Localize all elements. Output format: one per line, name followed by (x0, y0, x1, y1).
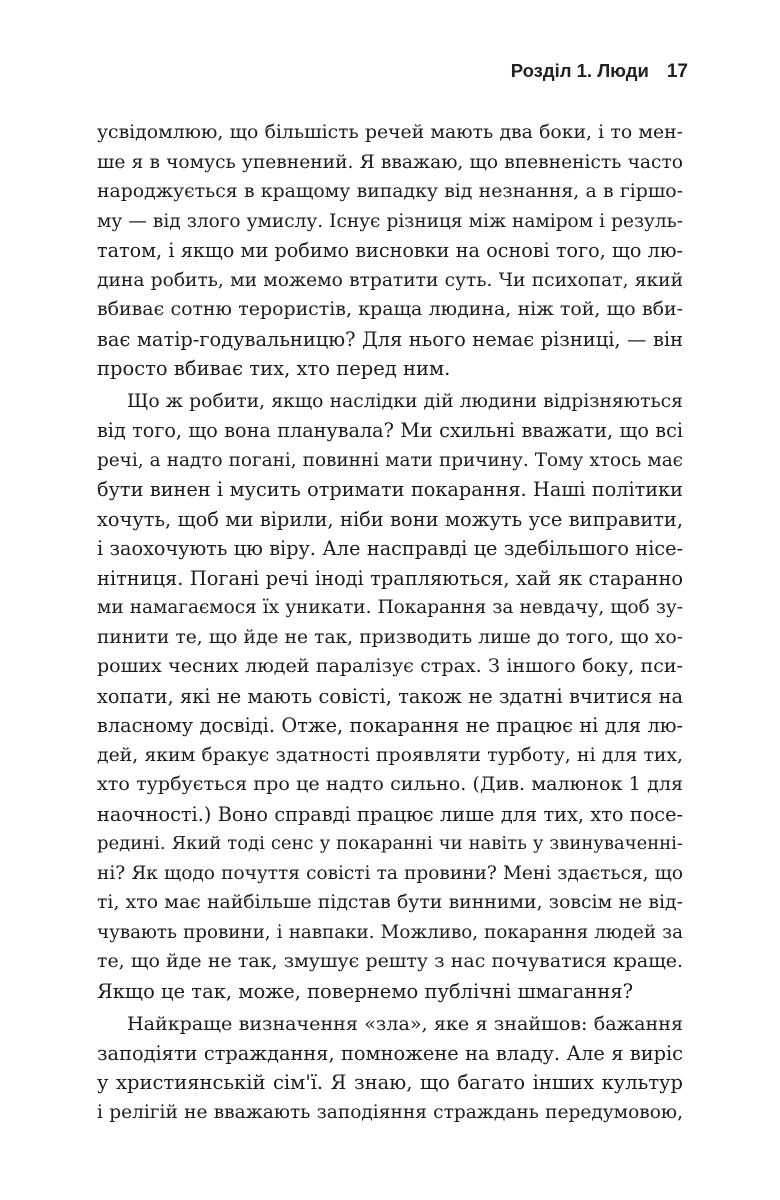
text-line: дина робить, ми можемо втратити суть. Чи психопат, який (97, 269, 683, 291)
text-line: хопати, які не мають совісті, також не здатні вчитися на (97, 684, 683, 708)
text-line: хочуть, щоб ми вірили, ніби вони можуть усе виправити, (97, 507, 683, 531)
text-line: хто турбується про це надто сильно. (Див. малюнок 1 для (97, 773, 683, 795)
text-line: і заохочують цю віру. Але насправді це здебільшого нісе- (97, 537, 683, 560)
text-line: Що ж робити, якщо наслідки дій людини відрізняються (127, 390, 683, 412)
text-line: нітниця. Погані речі іноді трапляються, хай як старанно (97, 566, 683, 590)
text-line: заподіяти страждання, помножене на владу. Але я виріс (97, 1041, 683, 1065)
text-line: народжується в кращому випадку від незнання, а в гіршо- (97, 181, 683, 202)
text-line: бути винен і мусить отримати покарання. Наші політики (97, 478, 683, 501)
text-line: ми намагаємося їх уникати. Покарання за невдачу, щоб зу- (97, 597, 683, 618)
text-line: те, що йде не так, змушує решту з нас почуватися краще. (97, 950, 683, 972)
text-line: ті, хто має найбільше підстав бути винними, зовсім не від- (97, 892, 683, 913)
text-line: Якщо це так, може, повернемо публічні шмагання? (97, 979, 634, 1003)
running-header (511, 60, 688, 83)
text-line: наочності.) Воно справді працює лише для тих, хто посе- (97, 802, 683, 826)
running-title: Розділ 1. Люди (510, 60, 649, 81)
text-line: ває матір-годувальницю? Для нього немає різниці, — він (97, 327, 683, 351)
text-line: Найкраще визначення «зла», яке я знайшов: бажання (127, 1012, 683, 1035)
paragraph (97, 1009, 683, 1127)
text-line: усвідомлюю, що більшість речей мають два боки, і то мен- (97, 122, 683, 143)
text-line: дей, яким бракує здатності проявляти турботу, ні для тих, (97, 744, 683, 766)
text-line: вбиває сотню терористів, краща людина, ніж той, що вби- (97, 298, 683, 320)
text-line: ше я в чомусь упевнений. Я вважаю, що впевненість часто (97, 151, 683, 173)
text-line: ні? Як щодо почуття совісті та провини? Мені здається, що (97, 862, 683, 884)
text-line: від того, що вона планувала? Ми схильні вважати, що всі (97, 419, 683, 442)
text-line: речі, а надто погані, повинні мати причину. Тому хтось має (97, 449, 683, 471)
text-line: пинити те, що йде не так, призводить лише до того, що хо- (97, 626, 683, 648)
text-line: татом, і якщо ми робимо висновки на основі того, що лю- (97, 239, 683, 262)
text-line: власному досвіді. Отже, покарання не працює ні для лю- (97, 714, 683, 737)
page-number: 17 (666, 61, 688, 82)
text-line: редині. Який тоді сенс у покаранні чи навіть у звинуваченні- (97, 833, 683, 854)
text-line: просто вбиває тих, хто перед ним. (97, 357, 451, 380)
paragraph (97, 118, 683, 384)
text-line: у християнській сім'ї. Я знаю, що багато інших культур (97, 1071, 683, 1094)
text-line: му — від злого умислу. Існує різниця між наміром і резуль- (97, 210, 683, 232)
text-line: і релігій не вважають заподіяння страждань передумовою, (97, 1101, 683, 1123)
body-text (97, 118, 683, 1127)
paragraph (97, 387, 683, 1007)
text-line: роших чесних людей паралізує страх. З іншого боку, пси- (97, 655, 683, 677)
text-line: чувають провини, і навпаки. Можливо, покарання людей за (97, 921, 683, 943)
